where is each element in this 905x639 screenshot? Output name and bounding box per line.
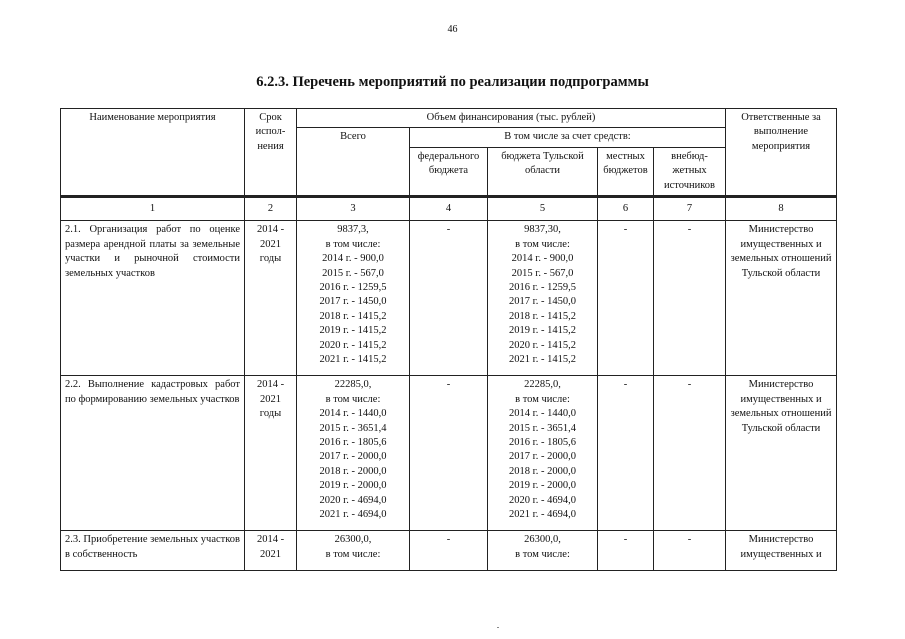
measure-local: -: [598, 221, 654, 376]
amount-line: 2018 г. - 1415,2: [319, 310, 387, 322]
amount-line: 2014 г. - 1440,0: [509, 408, 576, 420]
measure-local: -: [598, 376, 654, 531]
measure-name: 2.3. Приобретение земельных участков в собственность: [61, 531, 245, 571]
col-number: 4: [410, 198, 488, 221]
measure-local: -: [598, 531, 654, 571]
measure-name: 2.1. Организация работ по оценке размера арендной платы за земельные участки и рыночной стоимости земельных участков: [61, 221, 245, 376]
amount-line: 2017 г. - 2000,0: [319, 451, 387, 463]
measure-federal: -: [410, 221, 488, 376]
amount-line: 2016 г. - 1259,5: [319, 282, 387, 294]
col-number: 6: [598, 198, 654, 221]
header-extra: внебюд-жетных источников: [654, 147, 726, 196]
page-number: 46: [447, 24, 458, 35]
amount-line: 2017 г. - 1450,0: [319, 296, 387, 308]
amount-line: 2021 г. - 1415,2: [509, 354, 576, 366]
amount-line: в том числе:: [515, 393, 570, 405]
amount-line: 2019 г. - 1415,2: [319, 325, 387, 337]
col-number: 2: [245, 198, 297, 221]
amount-line: 2018 г. - 2000,0: [509, 465, 576, 477]
measure-total: [297, 531, 410, 571]
amount-line: 2015 г. - 3651,4: [319, 422, 387, 434]
amount-line: 2019 г. - 2000,0: [319, 480, 387, 492]
measure-federal: -: [410, 531, 488, 571]
page-title: 6.2.3. Перечень мероприятий по реализации подпрограммы: [256, 74, 649, 90]
amount-line: 2021 г. - 4694,0: [509, 509, 576, 521]
scan-speck: [497, 627, 499, 628]
col-number: 1: [61, 198, 245, 221]
amount-line: 2020 г. - 4694,0: [319, 494, 387, 506]
amount-line: 2020 г. - 4694,0: [509, 494, 576, 506]
header-total: Всего: [297, 128, 410, 196]
measure-term: 2014 - 2021 годы: [245, 376, 297, 531]
amount-line: 2014 г. - 900,0: [322, 253, 384, 265]
amount-line: 2017 г. - 1450,0: [509, 296, 576, 308]
amount-line: в том числе:: [515, 238, 570, 250]
header-regional: бюджета Тульской области: [488, 147, 598, 196]
amount-line: 2020 г. - 1415,2: [319, 339, 387, 351]
amount-line: 2018 г. - 1415,2: [509, 310, 576, 322]
amount-line: 26300,0,: [334, 534, 372, 546]
measure-extra: -: [654, 531, 726, 571]
measure-extra: -: [654, 221, 726, 376]
amount-line: 2014 г. - 900,0: [511, 253, 574, 265]
measure-term: 2014 - 2021 годы: [245, 221, 297, 376]
measure-responsible: Министерство имущественных и земельных отношений Тульской области: [726, 221, 837, 376]
col-number: 7: [654, 198, 726, 221]
amount-line: 26300,0,: [524, 534, 561, 546]
measure-total: [297, 376, 410, 531]
amount-line: 2019 г. - 2000,0: [509, 480, 576, 492]
amount-line: 2019 г. - 1415,2: [509, 325, 576, 337]
measure-regional: [488, 376, 598, 531]
amount-line: в том числе:: [325, 238, 381, 250]
amount-line: 2021 г. - 4694,0: [319, 509, 387, 521]
header-term: Срок испол-нения: [245, 109, 297, 197]
amount-line: 2021 г. - 1415,2: [319, 354, 387, 366]
amount-line: 9837,30,: [524, 224, 561, 236]
amount-line: в том числе:: [325, 393, 381, 405]
header-incl: В том числе за счет средств:: [410, 128, 726, 147]
measure-regional: [488, 221, 598, 376]
col-number: 5: [488, 198, 598, 221]
measures-table: [60, 108, 837, 571]
amount-line: 22285,0,: [524, 379, 561, 391]
header-row-1: [61, 109, 837, 128]
col-number: 8: [726, 198, 837, 221]
amount-line: 2018 г. - 2000,0: [319, 465, 387, 477]
amount-line: в том числе:: [515, 548, 570, 560]
column-numbers-row: [61, 198, 837, 221]
amount-line: 2015 г. - 567,0: [511, 267, 574, 279]
table-row: [61, 221, 837, 376]
amount-line: 2020 г. - 1415,2: [509, 339, 576, 351]
amount-line: 2017 г. - 2000,0: [509, 451, 576, 463]
measure-name: 2.2. Выполнение кадастровых работ по формированию земельных участков: [61, 376, 245, 531]
measure-extra: -: [654, 376, 726, 531]
measure-term: 2014 - 2021: [245, 531, 297, 571]
amount-line: 2015 г. - 3651,4: [509, 422, 576, 434]
header-federal: федерального бюджета: [410, 147, 488, 196]
amount-line: 2016 г. - 1259,5: [509, 282, 576, 294]
amount-line: 22285,0,: [334, 379, 372, 391]
table-row: [61, 376, 837, 531]
measure-responsible: Министерство имущественных и земельных отношений Тульской области: [726, 376, 837, 531]
measure-federal: -: [410, 376, 488, 531]
table-row: [61, 531, 837, 571]
amount-line: 9837,3,: [337, 224, 369, 236]
header-financing: Объем финансирования (тыс. рублей): [297, 109, 726, 128]
measure-regional: [488, 531, 598, 571]
amount-line: 2014 г. - 1440,0: [319, 408, 387, 420]
col-number: 3: [297, 198, 410, 221]
header-name: Наименование мероприятия: [61, 109, 245, 197]
amount-line: 2015 г. - 567,0: [322, 267, 384, 279]
amount-line: 2016 г. - 1805,6: [509, 437, 576, 449]
measure-responsible: Министерство имущественных и: [726, 531, 837, 571]
amount-line: 2016 г. - 1805,6: [319, 437, 387, 449]
header-responsible: Ответственные за выполнение мероприятия: [726, 109, 837, 197]
amount-line: в том числе:: [325, 548, 381, 560]
measure-total: [297, 221, 410, 376]
header-local: местных бюджетов: [598, 147, 654, 196]
